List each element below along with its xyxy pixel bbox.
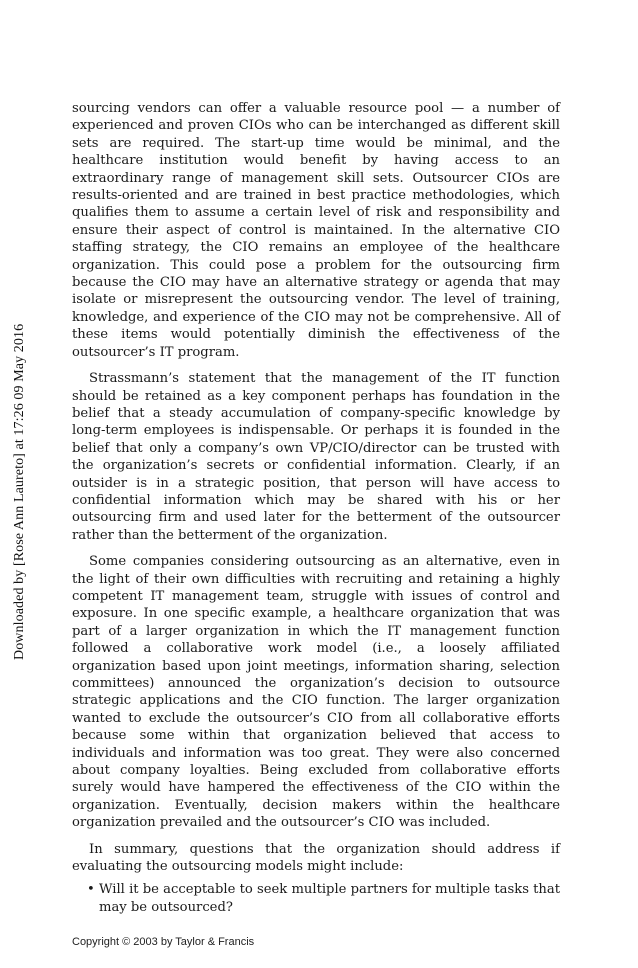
list-item xyxy=(72,881,560,916)
paragraph-summary: In summary, questions that the organization should address if evaluating the outsourcing models might include: xyxy=(72,841,560,875)
copyright-footer: Copyright © 2003 by Taylor & Francis xyxy=(72,936,255,948)
paragraph-strassmann: Strassmann’s statement that the management of the IT function should be retained as a key component perhaps has foundation in the belief that a steady accumulation of company-specific knowledge by long-term employees is indispensable. Or perhaps it is founded in the belief that only a company’s own VP/CIO/director can be trusted with the organization’s secrets or confidential information. Clearly, if an outsider is in a strategic position, that person will have access to confidential information which may be shared with his or her outsourcing firm and used later for the betterment of the outsourcer rather than the betterment of the organization. xyxy=(72,371,560,543)
bullet-icon: • xyxy=(87,882,95,898)
download-stamp: Downloaded by [Rose Ann Laureto] at 17:26 09 May 2016 xyxy=(12,323,27,660)
paragraph-continuation: sourcing vendors can offer a valuable resource pool — a number of experienced and proven CIOs who can be interchanged as different skill sets are required. The start-up time would be minimal, and the healthcare institution would benefit by having access to an extraordinary range of management skill sets. Outsourcer CIOs are results-oriented and are trained in best practice methodologies, which qualifies them to assume a certain level of risk and responsibility and ensure their aspect of control is maintained. In the alternative CIO staffing strategy, the CIO remains an employee of the healthcare organization. This could pose a problem for the outsourcing firm because the CIO may have an alternative strategy or agenda that may isolate or misrepresent the outsourcing vendor. The level of training, knowledge, and experience of the CIO may not be comprehensive. All of these items would potentially diminish the effectiveness of the outsourcer’s IT program. xyxy=(72,101,560,360)
question-list xyxy=(72,881,560,916)
page-body xyxy=(72,100,560,916)
list-item-text: Will it be acceptable to seek multiple partners for multiple tasks that may be outsourced? xyxy=(99,882,560,915)
paragraph-example: Some companies considering outsourcing as an alternative, even in the light of their own difficulties with recruiting and retaining a highly competent IT management team, struggle with issues of control and exposure. In one specific example, a healthcare organization that was part of a larger organization in which the IT management function followed a collaborative work model (i.e., a loosely affiliated organization based upon joint meetings, information sharing, selection committees) announced the organization’s decision to outsource strategic applications and the CIO function. The larger organization wanted to exclude the outsourcer’s CIO from all collaborative efforts because some within that organization believed that access to individuals and information was too great. They were also concerned about company loyalties. Being excluded from collaborative efforts surely would have hampered the effectiveness of the CIO within the organization. Eventually, decision makers within the healthcare organization prevailed and the outsourcer’s CIO was included. xyxy=(72,554,560,831)
